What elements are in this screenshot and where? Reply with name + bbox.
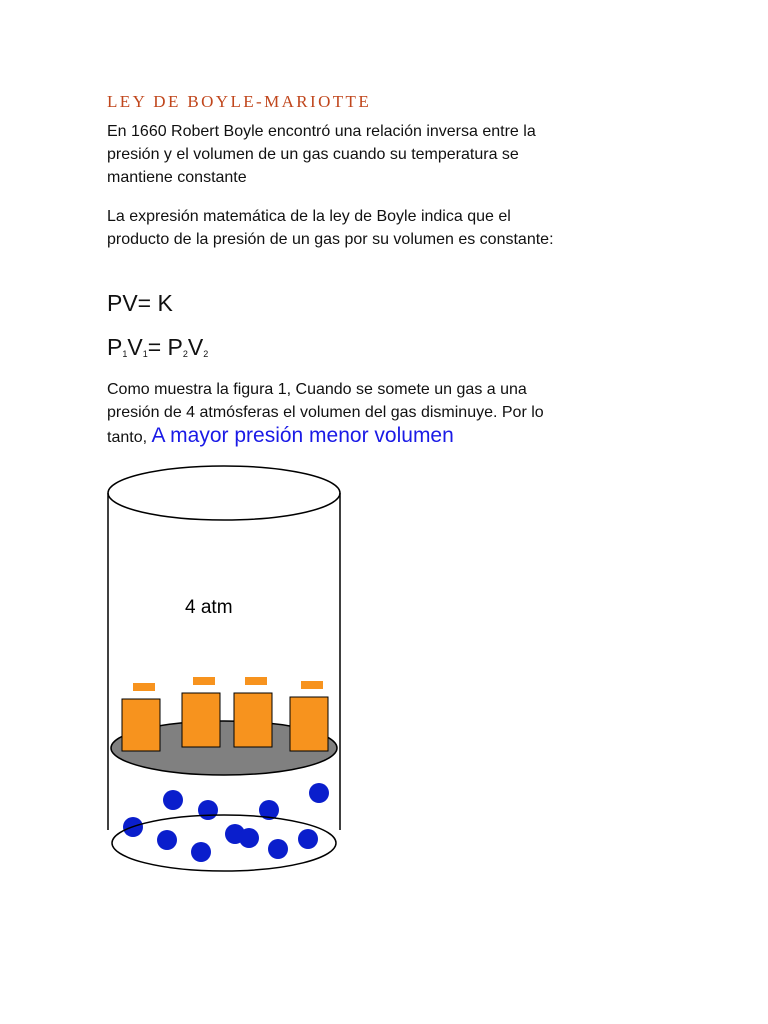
document-title: LEY DE BOYLE-MARIOTTE [107, 92, 372, 111]
weight-block-4 [290, 697, 328, 751]
weight-cap-4 [301, 681, 323, 689]
weight-block-3 [234, 693, 272, 747]
weight-neck-2 [186, 685, 216, 693]
formula-p1: P [107, 334, 123, 360]
cylinder-illustration [100, 460, 350, 885]
gas-particle-11 [239, 828, 259, 848]
figure-explanation-paragraph [107, 378, 577, 449]
explanation-text: Como muestra la figura 1, Cuando se somete un gas a una presión de 4 atmósferas el volumen del gas disminuye. Por lo tanto, [107, 381, 544, 446]
formula-p1v1-p2v2 [107, 333, 208, 368]
cylinder-top-rim [108, 466, 340, 520]
weight-neck-3 [238, 685, 268, 693]
gas-particle-6 [157, 830, 177, 850]
weight-block-1 [122, 699, 160, 751]
formula-sub-4: 2 [203, 349, 209, 359]
weight-block-2 [182, 693, 220, 747]
weight-neck-4 [294, 689, 324, 697]
conclusion-highlight: A mayor presión menor volumen [151, 424, 454, 447]
formula-v1: V [127, 334, 143, 360]
weight-cap-1 [133, 683, 155, 691]
intro-paragraph: En 1660 Robert Boyle encontró una relación inversa entre la presión y el volumen de un gas cuando su temperatura se mantiene constante [107, 123, 536, 186]
gas-particle-9 [191, 842, 211, 862]
formula-v2: V [187, 334, 204, 360]
weight-cap-2 [193, 677, 215, 685]
gas-particle-4 [309, 783, 329, 803]
formula-sub-3: 2 [182, 349, 188, 359]
gas-particle-1 [163, 790, 183, 810]
pressure-label: 4 atm [185, 597, 233, 618]
gas-particle-8 [298, 829, 318, 849]
formula-pv-k: PV= K [107, 290, 173, 316]
gas-particle-2 [198, 800, 218, 820]
formula-equals-p2: = P [147, 334, 183, 360]
gas-particle-10 [268, 839, 288, 859]
boyle-cylinder-figure [100, 460, 350, 885]
weight-cap-3 [245, 677, 267, 685]
formula-sub-2: 1 [142, 349, 148, 359]
expression-paragraph: La expresión matemática de la ley de Boyle indica que el producto de la presión de un gas por su volumen es constante: [107, 208, 554, 248]
formula-sub-1: 1 [122, 349, 128, 359]
weight-neck-1 [126, 691, 156, 699]
